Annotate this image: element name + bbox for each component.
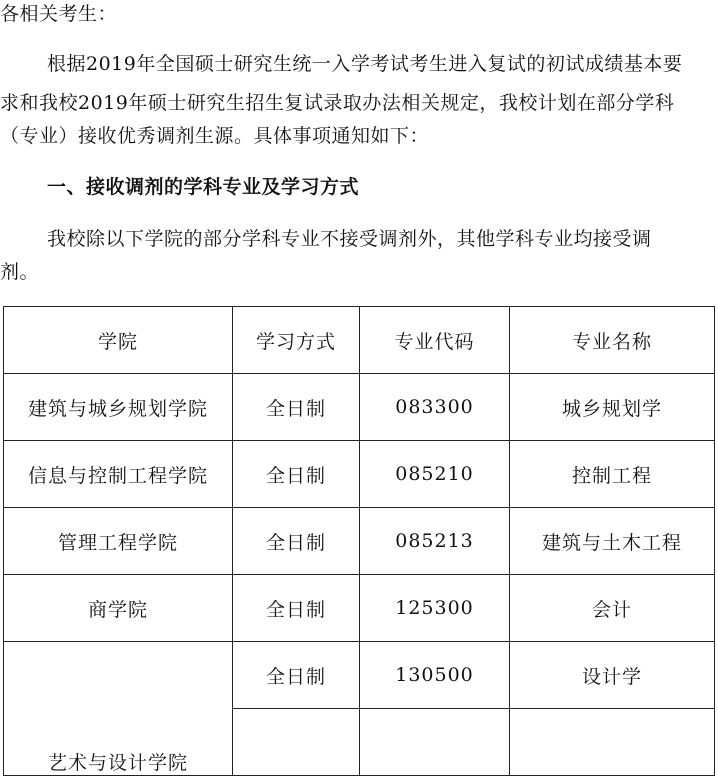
college-cell: 商学院 [4, 575, 233, 642]
major-name-cell: 城乡规划学 [510, 374, 715, 441]
major-name-cell [510, 709, 715, 776]
study-mode-cell: 全日制 [233, 575, 360, 642]
intro-line-1: 根据2019年全国硕士研究生统一入学考试考生进入复试的初试成绩基本要 [47, 53, 683, 75]
major-name-cell: 控制工程 [510, 441, 715, 508]
table-row [4, 575, 715, 642]
section-heading-1: 一、接收调剂的学科专业及学习方式 [47, 176, 360, 198]
header-major-code: 专业代码 [360, 307, 510, 374]
major-name-cell: 建筑与土木工程 [510, 508, 715, 575]
header-college: 学院 [4, 307, 233, 374]
salutation: 各相关考生： [0, 3, 118, 25]
table-row [4, 374, 715, 441]
majors-table [3, 306, 715, 776]
table-header-row [4, 307, 715, 374]
major-code-cell: 083300 [360, 374, 510, 441]
major-code-cell: 085213 [360, 508, 510, 575]
intro-line-3: （专业）接收优秀调剂生源。具体事项通知如下： [0, 125, 430, 147]
header-study-mode: 学习方式 [233, 307, 360, 374]
major-code-cell: 130500 [360, 642, 510, 709]
major-name-cell: 会计 [510, 575, 715, 642]
major-code-cell [360, 709, 510, 776]
study-mode-cell: 全日制 [233, 374, 360, 441]
section1-line-1: 我校除以下学院的部分学科专业不接受调剂外，其他学科专业均接受调 [47, 228, 652, 250]
college-cell [4, 642, 233, 776]
intro-line-2: 求和我校2019年硕士研究生招生复试录取办法相关规定，我校计划在部分学科 [0, 92, 675, 114]
table-row [4, 441, 715, 508]
major-name-cell: 设计学 [510, 642, 715, 709]
college-cell: 管理工程学院 [4, 508, 233, 575]
college-cell-label: 艺术与设计学院 [47, 752, 188, 774]
major-code-cell: 085210 [360, 441, 510, 508]
study-mode-cell: 全日制 [233, 642, 360, 709]
table-row [4, 642, 715, 709]
college-cell: 信息与控制工程学院 [4, 441, 233, 508]
section1-line-2: 剂。 [0, 261, 40, 283]
header-major-name: 专业名称 [510, 307, 715, 374]
table-row [4, 508, 715, 575]
college-cell: 建筑与城乡规划学院 [4, 374, 233, 441]
major-code-cell: 125300 [360, 575, 510, 642]
study-mode-cell: 全日制 [233, 441, 360, 508]
study-mode-cell: 全日制 [233, 508, 360, 575]
study-mode-cell [233, 709, 360, 776]
